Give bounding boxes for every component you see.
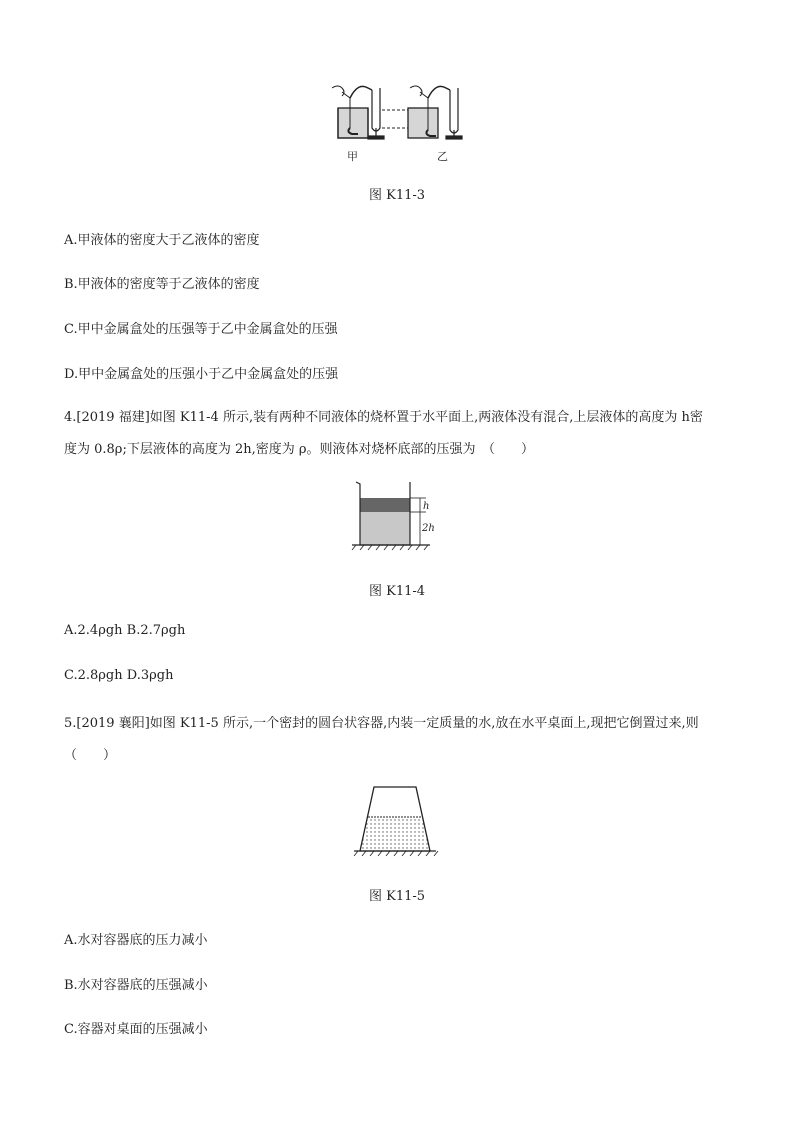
q4-stem-line2: 度为 0.8ρ;下层液体的高度为 2h,密度为 ρ。则液体对烧杯底部的压强为 （ ）: [64, 442, 535, 457]
q3-option-c: C.甲中金属盒处的压强等于乙中金属盒处的压强: [64, 322, 338, 337]
figure-k11-4-caption: 图 K11-4: [368, 584, 426, 599]
upper-liquid-layer: [360, 498, 410, 512]
manometer-right: [446, 88, 462, 139]
q4-options-line1: A.2.4ρgh B.2.7ρgh: [64, 623, 186, 638]
manometer-left: [368, 88, 384, 139]
tube-left: [350, 86, 372, 98]
q3-option-d: D.甲中金属盒处的压强小于乙中金属盒处的压强: [64, 367, 339, 382]
figure-k11-3-caption: 图 K11-3: [368, 188, 426, 203]
lower-liquid-layer: [360, 512, 410, 545]
figure-k11-4: [350, 478, 440, 553]
q3-option-a: A.甲液体的密度大于乙液体的密度: [64, 233, 260, 248]
q5-option-b: B.水对容器底的压强减小: [64, 978, 208, 993]
q5-option-c: C.容器对桌面的压强减小: [64, 1022, 208, 1037]
q4-options-line2: C.2.8ρgh D.3ρgh: [64, 668, 174, 683]
tube-right: [428, 86, 450, 98]
water-body: [360, 817, 430, 851]
figure-k11-5-caption: 图 K11-5: [368, 889, 426, 904]
label-h: h: [423, 501, 430, 512]
table-hatch: [354, 851, 438, 856]
q5-stem-line1: 5.[2019 襄阳]如图 K11-5 所示,一个密封的圆台状容器,内装一定质量的水,放在水平桌面上,现把它倒置过来,则: [64, 716, 699, 731]
figure-k11-3: [320, 80, 480, 165]
figure-label-left: 甲: [347, 150, 358, 163]
q5-option-a: A.水对容器底的压力减小: [64, 933, 208, 948]
q3-option-b: B.甲液体的密度等于乙液体的密度: [64, 277, 260, 292]
q5-stem-line2: （ ）: [64, 748, 117, 763]
figure-k11-5: [350, 783, 440, 858]
label-2h: 2h: [422, 523, 435, 534]
ground-hatch: [352, 545, 428, 550]
figure-label-right: 乙: [437, 150, 448, 163]
q4-stem-line1: 4.[2019 福建]如图 K11-4 所示,装有两种不同液体的烧杯置于水平面上,两液体没有混合,上层液体的高度为 h密: [64, 410, 703, 425]
beaker-right: [408, 108, 438, 138]
